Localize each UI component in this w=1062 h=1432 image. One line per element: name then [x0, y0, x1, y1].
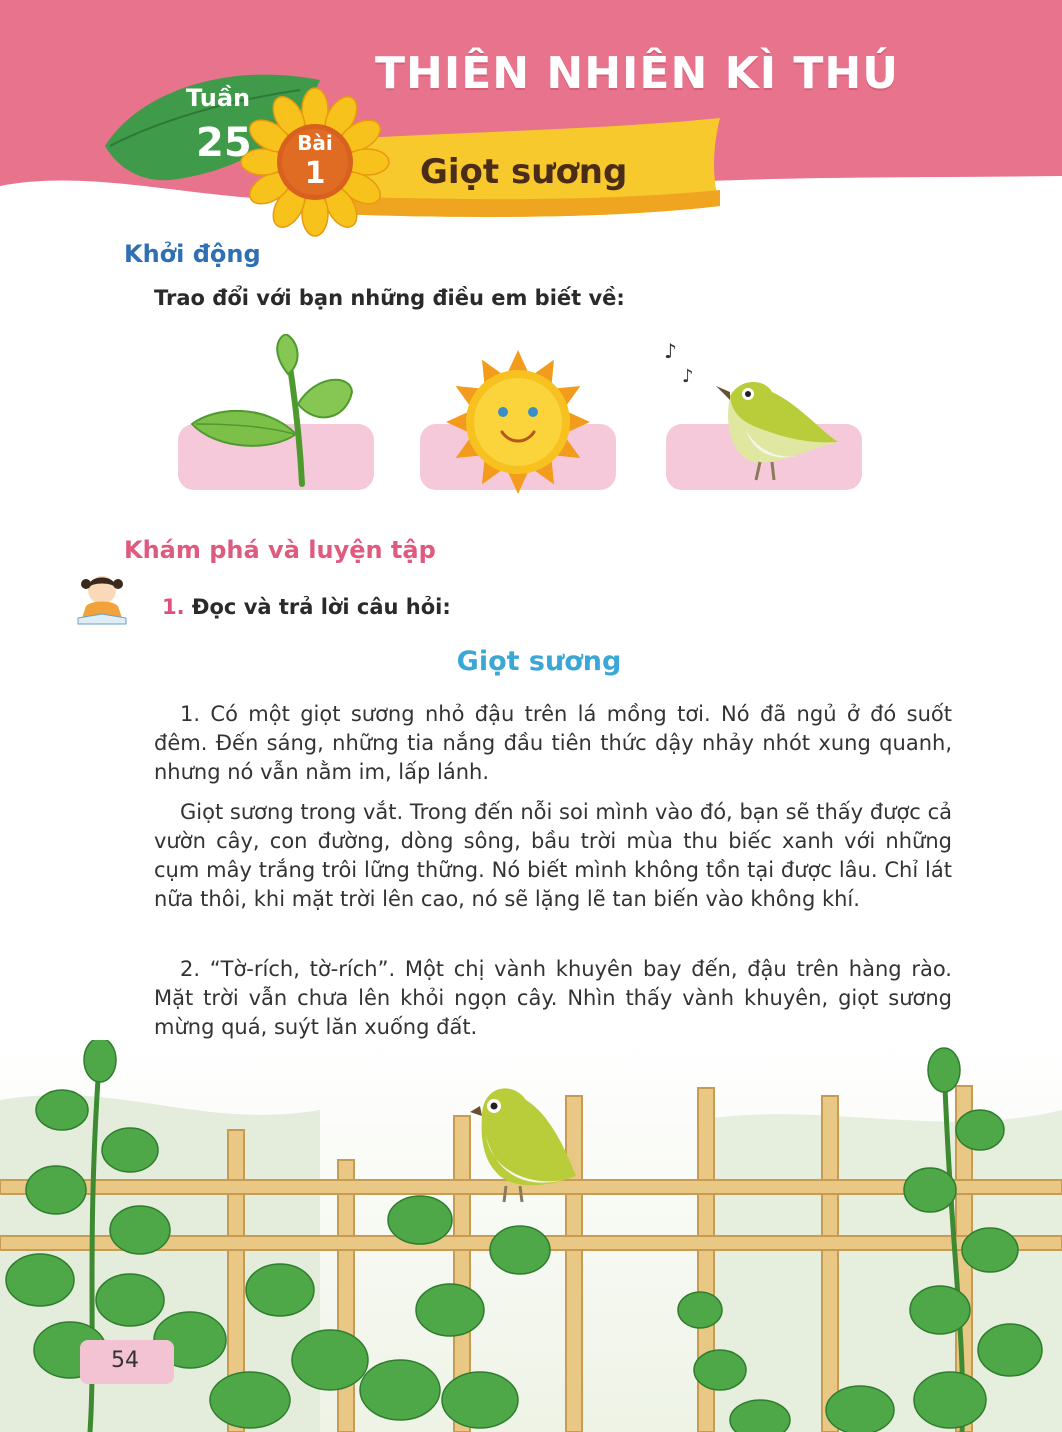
exercise-prompt	[162, 595, 451, 619]
page-number: 54	[111, 1348, 139, 1373]
bird-picture	[660, 334, 864, 494]
reading-girl-icon	[72, 568, 132, 628]
week-label: Tuần	[186, 84, 251, 112]
leaf-picture	[176, 334, 376, 494]
exercise-number: 1.	[162, 595, 185, 619]
exercise-text: Đọc và trả lời câu hỏi:	[191, 595, 451, 619]
week-number: 25	[196, 120, 252, 166]
sun-picture	[418, 346, 618, 496]
lesson-number: 1	[304, 156, 326, 191]
explore-section-title: Khám phá và luyện tập	[124, 536, 436, 564]
warmup-instruction: Trao đổi với bạn những điều em biết về:	[154, 286, 625, 310]
lesson-title: Giọt sương	[420, 152, 628, 192]
unit-title: THIÊN NHIÊN KÌ THÚ	[375, 48, 899, 99]
lesson-label: Bài	[297, 131, 333, 155]
warmup-section-title: Khởi động	[124, 240, 261, 268]
header-band	[0, 0, 1062, 260]
svg-text:♪: ♪	[664, 339, 677, 363]
story-paragraph: 1. Có một giọt sương nhỏ đậu trên lá mồng tơi. Nó đã ngủ ở đó suốt đêm. Đến sáng, những tia nắng đầu tiên thức dậy nhảy nhót xung quanh, nhưng nó vẫn nằm im, lấp lánh.	[154, 702, 952, 784]
story-paragraph: 2. “Tờ-rích, tờ-rích”. Một chị vành khuyên bay đến, đậu trên hàng rào. Mặt trời vẫn chưa lên khỏi ngọn cây. Nhìn thấy vành khuyên, giọt sương mừng quá, suýt lăn xuống đất.	[154, 957, 952, 1039]
svg-text:♪: ♪	[682, 366, 694, 387]
story-title: Giọt sương	[456, 646, 622, 677]
story-paragraph: Giọt sương trong vắt. Trong đến nỗi soi mình vào đó, bạn sẽ thấy được cả vườn cây, con đường, dòng sông, bầu trời mùa thu biếc xanh với những cụm mây trắng trôi lững thững. Nó biết mình không tồn tại được lâu. Chỉ lát nữa thôi, khi mặt trời lên cao, nó sẽ lặng lẽ tan biến vào không khí.	[154, 800, 952, 911]
